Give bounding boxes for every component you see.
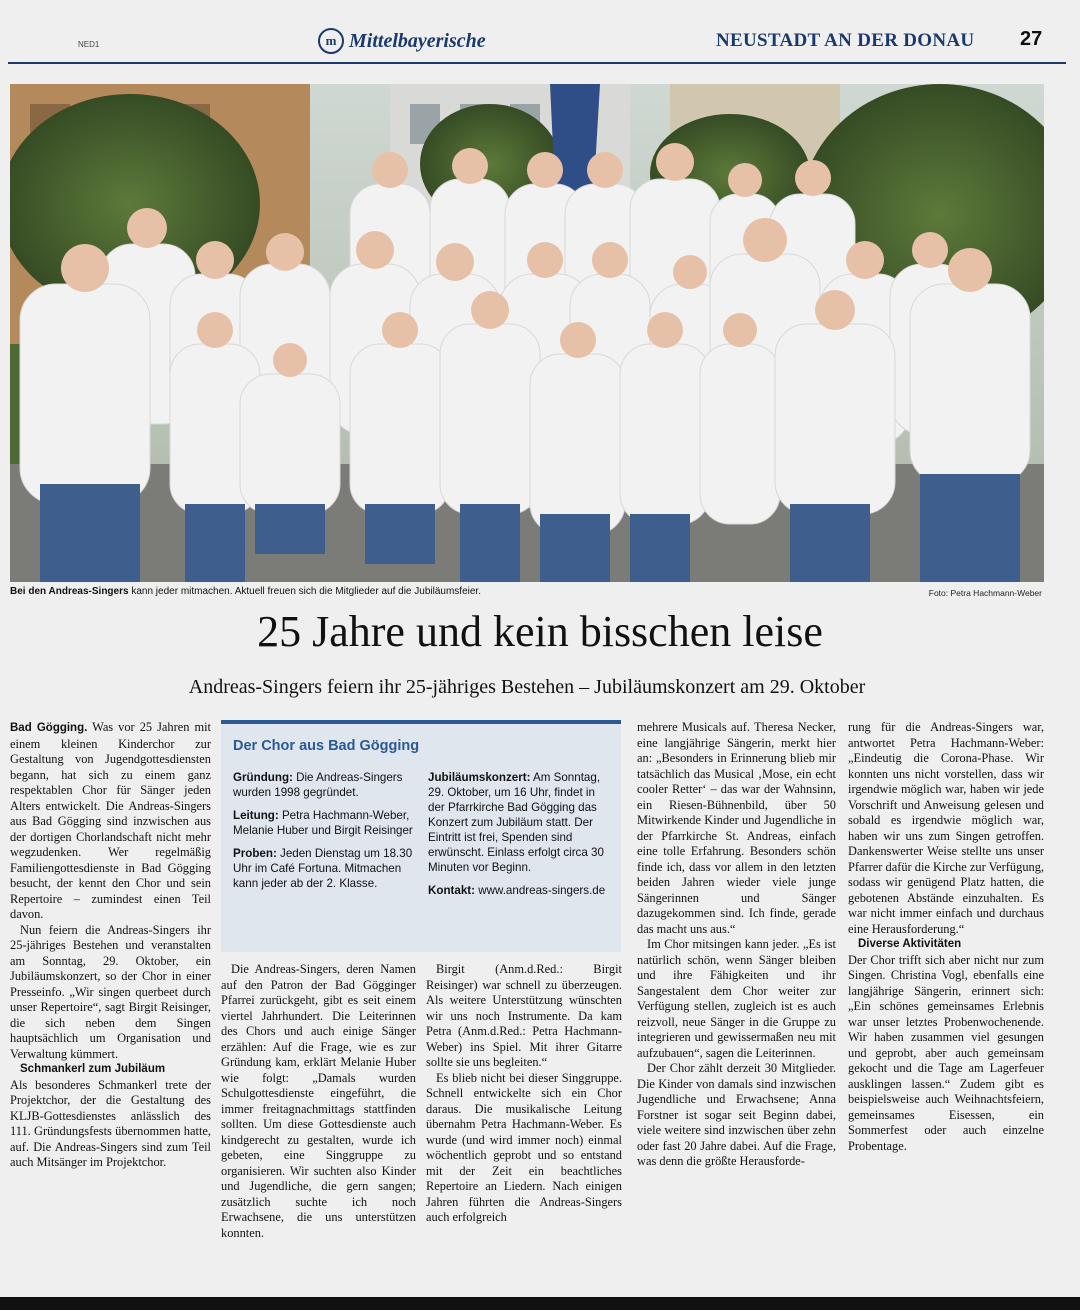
rehearsal-text: Jeden Dienstag um 18.30 Uhr im Café Fortuna. Mitmachen kann jeder ab der 2. Klasse. [233, 847, 413, 890]
info-box-title: Der Chor aus Bad Gögging [233, 738, 420, 754]
choir-photo [10, 84, 1044, 582]
newspaper-logo [318, 28, 486, 54]
col3-paragraph-1: Birgit (Anm.d.Red.: Birgit Reisinger) war schnell zu überzeugen. Als weitere Unterstützung wünschten wir uns noch Instrumente. Da kam Petra (Anm.d.Red.: Petra Hachmann-Weber) ins Spiel. Mit ihrer Gitarre sollte sie uns begleiten.“ [426, 962, 622, 1069]
dateline: Bad Gögging. [10, 722, 88, 734]
newspaper-name: Mittelbayerische [349, 29, 486, 52]
rehearsal-label: Proben: [233, 847, 277, 860]
article-column-2 [221, 962, 416, 1241]
photo-caption [10, 586, 481, 597]
founding-text: Die Andreas-Singers wurden 1998 gegründet. [233, 771, 403, 799]
leadership-text: Petra Hachmann-Weber, Melanie Huber und Birgit Reisinger [233, 809, 413, 837]
contact-link[interactable]: www.andreas-singers.de [475, 884, 606, 897]
info-box [221, 720, 621, 952]
col1-paragraph-3: Als besonderes Schmankerl trete der Projektchor, der die Gestaltung des KLJB-Gottesdienstes anlässlich des 111. Gründungsfests übernommen hatte, auf. Die Andreas-Singers sind zum Teil auch Mitsänger im Projektchor. [10, 1077, 211, 1169]
article-column-3 [426, 962, 622, 1226]
concert-label: Jubiläumskonzert: [428, 771, 531, 784]
col1-paragraph-1: Was vor 25 Jahren mit einem kleinen Kinderchor zur Gestaltung von Jugendgottesdiensten begann, hat sich zu einem ganz respektablen Chor für Sänger jeden Alters entwickelt. Die Andreas-Singers aus Bad Gögging sind inzwischen aus der dortigen Chorlandschaft nicht mehr wegzudenken. Wer regelmäßig Familiengottesdienste in Bad Gögging besucht, der kennt den Chor und sein Repertoire – zumindest einen Teil davon. [10, 720, 211, 921]
col4-paragraph-1: mehrere Musicals auf. Theresa Necker, eine langjährige Sängerin, merkt hier an: „Besonders in Erinnerung blieb mir tatsächlich das Musical ‚Mose, ein echt cooler Retter‘ – das war der Wahnsinn, ein Riesen-Bühnenbild, über 50 Mitwirkende Kinder und Jugendliche in der Pfarrkirche St. Andreas, einfach eine tolle Erfahrung. Besonders schön finde ich, dass vor allem in den letzten beiden Jahren wieder viele junge Sängerinnen und Sänger dazugekommen sind. Ich finde, gerade das macht uns aus.“ [637, 720, 836, 936]
info-box-left [233, 770, 418, 899]
leadership-label: Leitung: [233, 809, 279, 822]
article-column-4 [637, 720, 836, 1170]
page-number: 27 [1020, 28, 1043, 50]
article-column-1 [10, 720, 211, 1171]
contact-label: Kontakt: [428, 884, 476, 897]
choir-photo-illustration [10, 84, 1044, 582]
bottom-bar [0, 1297, 1080, 1310]
photo-credit: Foto: Petra Hachmann-Weber [928, 588, 1042, 598]
edition-code: NED1 [78, 40, 100, 49]
article-headline: 25 Jahre und kein bisschen leise [257, 607, 823, 656]
caption-bold: Bei den Andreas-Singers [10, 586, 129, 597]
col5-paragraph-1: rung für die Andreas-Singers war, antwortet Petra Hachmann-Weber: „Eindeutig die Corona-Phase. Wir konnten uns nicht vorstellen, dass wir irgendwie möglich war, haben wir jede Vorschrift und Anweisung gelesen und sobald es irgendwie möglich war, haben wir uns zum Singen getroffen. Dankenswerter Weise stellte uns unser Pfarrer dafür die Kirche zur Verfügung, sodass wir genügend Platz hatten, die gebotenen Abstände einzuhalten. Es war nicht immer einfach und durchaus eine Herausforderung.“ [848, 720, 1044, 936]
logo-icon: m [318, 28, 344, 54]
col5-paragraph-2: Der Chor trifft sich aber nicht nur zum Singen. Christina Vogl, ebenfalls eine langjährige Sängerin, erinnert sich: „Ein schönes gemeinsames Erlebnis war unser letztes Probenwochenende. Wir haben zusammen viel gesungen und geprobt, aber auch gemeinsam gekocht und die Tage am Lagerfeuer ausklingen lassen.“ Zudem gibt es beispielsweise auch Weihnachtsfeiern, gemeinsames Eisessen, ein Sommerfest oder auch einzelne Probentage. [848, 952, 1044, 1153]
article-subheadline: Andreas-Singers feiern ihr 25-jähriges Bestehen – Jubiläumskonzert am 29. Oktober [188, 676, 866, 698]
col1-paragraph-2: Nun feiern die Andreas-Singers ihr 25-jähriges Bestehen und veranstalten am Sonntag, 29. Oktober, ein Jubiläumskonzert, so der Chor in einer Presseinfo. „Wir singen querbeet durch unser Repertoire“, sagt Birgit Reisinger, die sich neben dem Singen hauptsächlich um Organisation und Verwaltung kümmert. [10, 922, 211, 1061]
article-column-5 [848, 720, 1044, 1154]
col5-subtitle: Diverse Aktivitäten [858, 938, 962, 950]
header-rule [8, 62, 1066, 64]
section-title: NEUSTADT AN DER DONAU [716, 30, 975, 51]
col3-paragraph-2: Es blieb nicht bei dieser Singgruppe. Schnell entwickelte sich ein Chor daraus. Die musikalische Leitung übernahm Petra Hachmann-Weber. Es wurde (und wird immer noch) einmal wöchentlich geprobt und so entstand mit der Zeit ein beachtliches Repertoire an Liedern. Nach einigen Jahren führten die Andreas-Singers auch erfolgreich [426, 1070, 622, 1224]
caption-text: kann jeder mitmachen. Aktuell freuen sich die Mitglieder auf die Jubiläumsfeier. [128, 586, 481, 597]
col2-paragraph-1: Die Andreas-Singers, deren Namen auf den Patron der Bad Gögginger Pfarrei zurückgeht, gibt es seit einem viertel Jahrhundert. Die Leiterinnen des Chors und auch einige Sänger erzählen: Auf die Frage, wie es zur Gründung kam, erklärt Melanie Huber wie folgt: „Damals wurden Schulgottesdienste eingeführt, die immer freitagnachmittags stattfinden sollten. Um diese Gottesdienste auch kindgerecht zu gestalten, wurde ich gebeten, eine Singgruppe zu organisieren. Wir suchten also Kinder und Jugendliche, die gern sangen; zusätzlich suchte ich noch Erwachsene, die uns unterstützen konnten. [221, 962, 416, 1240]
col4-paragraph-2: Im Chor mitsingen kann jeder. „Es ist natürlich schön, wenn Sänger bleiben und ihre Fähigkeiten und ihr Sangestalent dem Chor weiter zur Verfügung stellen, zugleich ist es auch reizvoll, neue Sänger in die Gruppe zu integrieren und gewissermaßen neu mit aufzubauen“, sagen die Leiterinnen. [637, 937, 836, 1060]
page-header [0, 22, 1080, 64]
concert-text: Am Sonntag, 29. Oktober, um 16 Uhr, findet in der Pfarrkirche Bad Gögging das Konzert zum Jubiläum statt. Der Eintritt ist frei, Spenden sind erwünscht. Einlass erfolgt circa 30 Minuten vor Beginn. [428, 771, 604, 874]
col4-paragraph-3: Der Chor zählt derzeit 30 Mitglieder. Die Kinder von damals sind inzwischen Jugendliche und Erwachsene; Anna Forstner ist sogar seit Beginn dabei, viele weitere sind inzwischen über zehn oder fast 20 Jahre dabei. Auf die Frage, was denn die größte Herausforde- [637, 1061, 836, 1168]
col1-subtitle: Schmankerl zum Jubiläum [20, 1063, 166, 1075]
info-box-right [428, 770, 610, 906]
founding-label: Gründung: [233, 771, 293, 784]
